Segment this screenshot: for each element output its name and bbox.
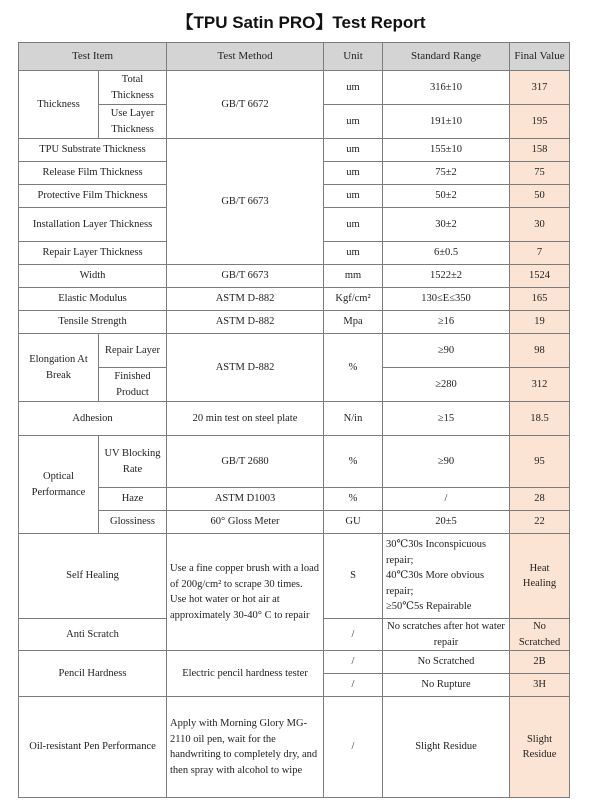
- item-thickness: Thickness: [19, 71, 99, 139]
- method-cell: 20 min test on steel plate: [167, 402, 324, 436]
- method-cell: GB/T 2680: [167, 436, 324, 488]
- range-cell: ≥90: [383, 436, 510, 488]
- report-title: 【TPU Satin PRO】Test Report: [176, 13, 426, 32]
- unit-cell: um: [324, 139, 383, 162]
- table-row: [19, 436, 570, 488]
- final-value-cell: 28: [510, 488, 570, 511]
- range-cell: 316±10: [383, 71, 510, 105]
- final-value-cell: 3H: [510, 674, 570, 697]
- range-cell: ≥90: [383, 334, 510, 368]
- item-release-film-thickness: Release Film Thickness: [19, 162, 167, 185]
- subitem-finished-product: Finished Product: [99, 368, 167, 402]
- method-elongation: ASTM D-882: [167, 334, 324, 402]
- unit-elongation: %: [324, 334, 383, 402]
- range-cell: 155±10: [383, 139, 510, 162]
- final-value-cell: 98: [510, 334, 570, 368]
- range-cell: 6±0.5: [383, 242, 510, 265]
- range-self-healing: 30℃30s Inconspicuous repair; 40℃30s More obvious repair; ≥50℃5s Repairable: [383, 534, 510, 619]
- unit-cell: S: [324, 534, 383, 619]
- final-value-cell: 75: [510, 162, 570, 185]
- table-row: [19, 311, 570, 334]
- range-cell: No scratches after hot water repair: [383, 619, 510, 651]
- table-row: [19, 511, 570, 534]
- unit-cell: %: [324, 488, 383, 511]
- table-row: [19, 139, 570, 162]
- method-oil-resistant-pen: Apply with Morning Glory MG-2110 oil pen, wait for the handwriting to completely dry, and then spray with alcohol to wipe: [167, 697, 324, 798]
- range-cell: 50±2: [383, 185, 510, 208]
- unit-cell: N/in: [324, 402, 383, 436]
- range-cell: 20±5: [383, 511, 510, 534]
- range-cell: 191±10: [383, 105, 510, 139]
- subitem-glossiness: Glossiness: [99, 511, 167, 534]
- item-elastic-modulus: Elastic Modulus: [19, 288, 167, 311]
- item-oil-resistant-pen: Oil-resistant Pen Performance: [19, 697, 167, 798]
- final-value-cell: No Scratched: [510, 619, 570, 651]
- item-adhesion: Adhesion: [19, 402, 167, 436]
- final-value-cell: 95: [510, 436, 570, 488]
- header-test-item: Test Item: [19, 43, 167, 71]
- table-row: [19, 488, 570, 511]
- unit-cell: um: [324, 208, 383, 242]
- table-row: [19, 288, 570, 311]
- item-repair-layer-thickness: Repair Layer Thickness: [19, 242, 167, 265]
- method-cell: ASTM D-882: [167, 288, 324, 311]
- range-cell: ≥280: [383, 368, 510, 402]
- table-row: [19, 697, 570, 798]
- final-value-cell: 195: [510, 105, 570, 139]
- item-installation-layer-thickness: Installation Layer Thickness: [19, 208, 167, 242]
- final-value-cell: 165: [510, 288, 570, 311]
- header-test-method: Test Method: [167, 43, 324, 71]
- table-row: [19, 265, 570, 288]
- unit-cell: mm: [324, 265, 383, 288]
- unit-cell: um: [324, 105, 383, 139]
- method-cell: ASTM D1003: [167, 488, 324, 511]
- unit-cell: um: [324, 71, 383, 105]
- range-cell: /: [383, 488, 510, 511]
- unit-cell: /: [324, 651, 383, 674]
- table-row: [19, 402, 570, 436]
- unit-cell: /: [324, 674, 383, 697]
- range-cell: ≥16: [383, 311, 510, 334]
- unit-cell: Mpa: [324, 311, 383, 334]
- final-value-cell: 317: [510, 71, 570, 105]
- item-width: Width: [19, 265, 167, 288]
- range-cell: 1522±2: [383, 265, 510, 288]
- unit-cell: um: [324, 162, 383, 185]
- subitem-repair-layer: Repair Layer: [99, 334, 167, 368]
- header-standard-range: Standard Range: [383, 43, 510, 71]
- final-value-cell: 19: [510, 311, 570, 334]
- header-unit: Unit: [324, 43, 383, 71]
- range-cell: 130≤E≤350: [383, 288, 510, 311]
- method-cell: 60° Gloss Meter: [167, 511, 324, 534]
- method-layers: GB/T 6673: [167, 139, 324, 265]
- final-value-cell: 18.5: [510, 402, 570, 436]
- table-row: [19, 334, 570, 368]
- table-row: [19, 534, 570, 619]
- subitem-total-thickness: Total Thickness: [99, 71, 167, 105]
- final-value-cell: 50: [510, 185, 570, 208]
- item-tpu-substrate-thickness: TPU Substrate Thickness: [19, 139, 167, 162]
- range-cell: No Rupture: [383, 674, 510, 697]
- item-pencil-hardness: Pencil Hardness: [19, 651, 167, 697]
- item-protective-film-thickness: Protective Film Thickness: [19, 185, 167, 208]
- final-value-cell: 30: [510, 208, 570, 242]
- subitem-use-layer-thickness: Use Layer Thickness: [99, 105, 167, 139]
- unit-cell: /: [324, 619, 383, 651]
- unit-cell: /: [324, 697, 383, 798]
- method-pencil-hardness: Electric pencil hardness tester: [167, 651, 324, 697]
- final-value-cell: 158: [510, 139, 570, 162]
- item-elongation-at-break: Elongation At Break: [19, 334, 99, 402]
- final-value-cell: Slight Residue: [510, 697, 570, 798]
- item-tensile-strength: Tensile Strength: [19, 311, 167, 334]
- range-cell: Slight Residue: [383, 697, 510, 798]
- unit-cell: Kgf/cm²: [324, 288, 383, 311]
- test-report-table: [18, 42, 570, 798]
- method-self-healing: Use a fine copper brush with a load of 200g/cm² to scrape 30 times. Use hot water or hot air at approximately 30-40° C to repair: [167, 534, 324, 651]
- header-row: [19, 43, 570, 71]
- subitem-uv-blocking-rate: UV Blocking Rate: [99, 436, 167, 488]
- method-cell: GB/T 6673: [167, 265, 324, 288]
- unit-cell: %: [324, 436, 383, 488]
- final-value-cell: 1524: [510, 265, 570, 288]
- table-row: [19, 651, 570, 674]
- subitem-haze: Haze: [99, 488, 167, 511]
- range-cell: No Scratched: [383, 651, 510, 674]
- range-cell: ≥15: [383, 402, 510, 436]
- range-cell: 75±2: [383, 162, 510, 185]
- method-thickness: GB/T 6672: [167, 71, 324, 139]
- unit-cell: GU: [324, 511, 383, 534]
- final-value-cell: 312: [510, 368, 570, 402]
- unit-cell: um: [324, 242, 383, 265]
- final-value-cell: 22: [510, 511, 570, 534]
- method-cell: ASTM D-882: [167, 311, 324, 334]
- final-value-cell: 2B: [510, 651, 570, 674]
- unit-cell: um: [324, 185, 383, 208]
- item-optical-performance: Optical Performance: [19, 436, 99, 534]
- range-cell: 30±2: [383, 208, 510, 242]
- item-anti-scratch: Anti Scratch: [19, 619, 167, 651]
- final-value-cell: Heat Healing: [510, 534, 570, 619]
- final-value-cell: 7: [510, 242, 570, 265]
- item-self-healing: Self Healing: [19, 534, 167, 619]
- table-row: [19, 71, 570, 105]
- header-final-value: Final Value: [510, 43, 570, 71]
